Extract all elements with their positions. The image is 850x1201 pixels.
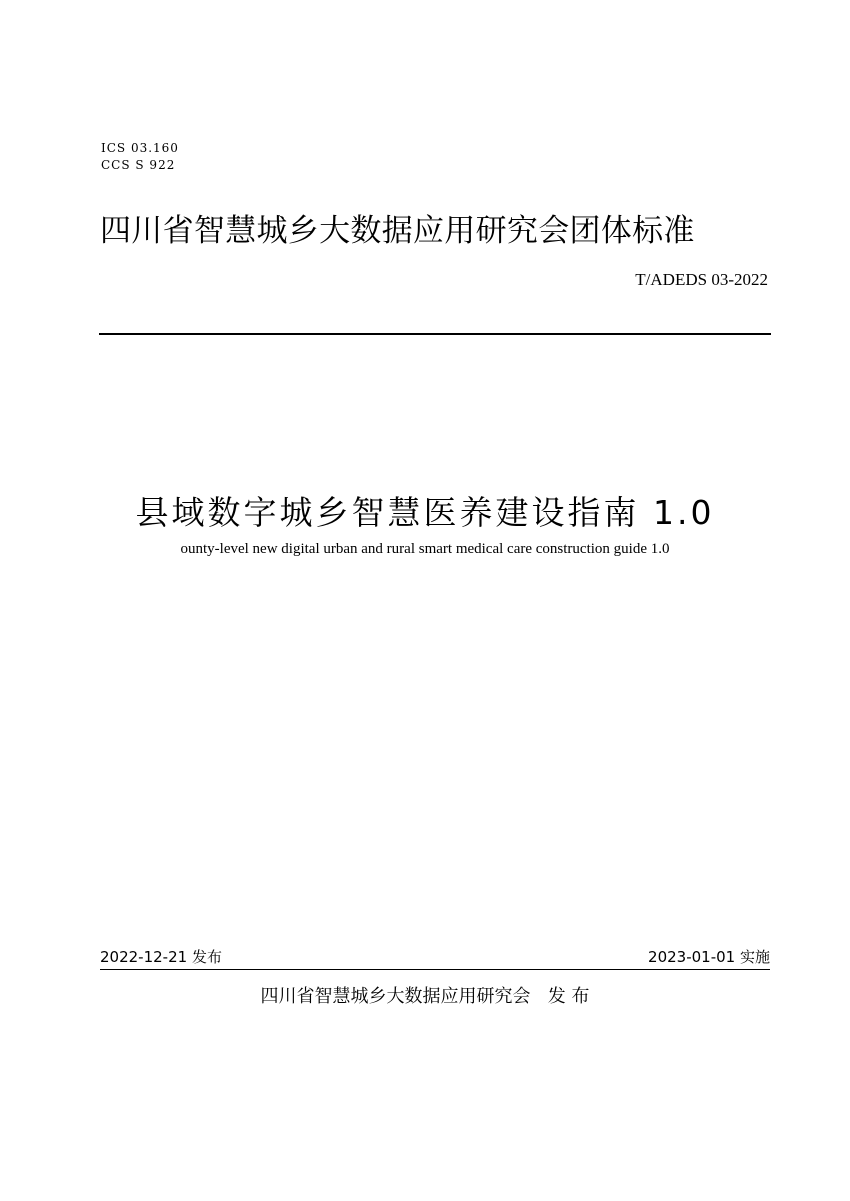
standard-number: T/ADEDS 03-2022 [635, 270, 768, 289]
ics-code: ICS 03.160 [101, 141, 179, 155]
top-divider [99, 333, 771, 335]
ccs-code: CCS S 922 [101, 158, 176, 172]
implementation-date: 2023-01-01 实施 [648, 948, 770, 966]
publish-label: 发 布 [547, 986, 590, 1007]
dates-row [100, 946, 770, 968]
bottom-divider [100, 969, 770, 970]
publisher-line [0, 984, 850, 1010]
organization-standard-title: 四川省智慧城乡大数据应用研究会团体标准 [100, 213, 695, 249]
classification-codes [101, 140, 179, 174]
document-title-chinese: 县域数字城乡智慧医养建设指南 1.0 [135, 493, 715, 532]
issue-date: 2022-12-21 发布 [100, 948, 222, 966]
document-title-english: ounty-level new digital urban and rural smart medical care construction guide 1.0 [180, 541, 670, 557]
publisher-name: 四川省智慧城乡大数据应用研究会 [260, 986, 531, 1007]
